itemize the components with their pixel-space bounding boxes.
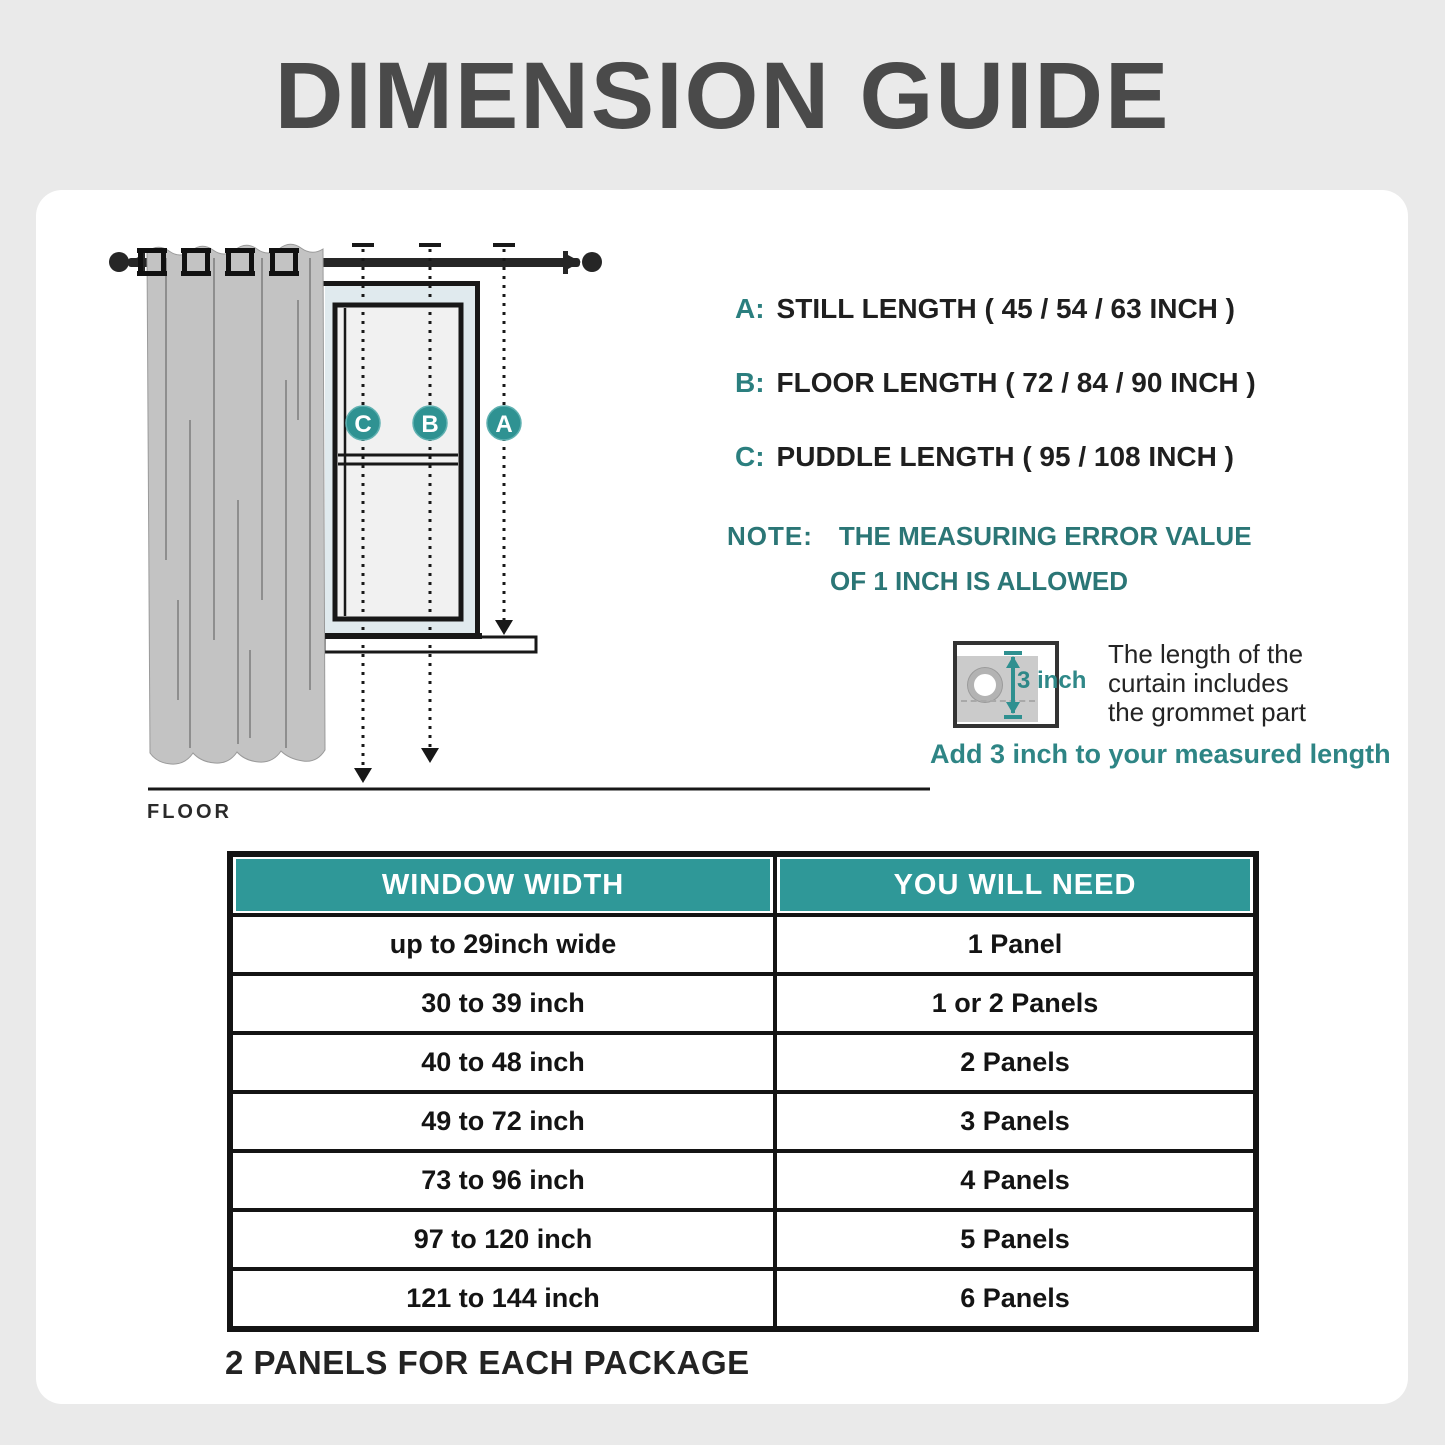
window-width-cell: 40 to 48 inch xyxy=(230,1033,775,1092)
legend-prefix-b: B: xyxy=(735,367,765,398)
table-row xyxy=(230,915,1256,974)
legend-text-a: STILL LENGTH ( 45 / 54 / 63 INCH ) xyxy=(776,293,1236,324)
legend-prefix-c: C: xyxy=(735,441,765,472)
legend-line-a xyxy=(735,293,1235,325)
legend-line-c xyxy=(735,441,1234,473)
grommet-detail-box xyxy=(953,641,1087,728)
marker-letter-b: B xyxy=(421,411,439,438)
legend-line-b xyxy=(735,367,1256,399)
table-row xyxy=(230,1210,1256,1269)
floor-label: FLOOR xyxy=(147,801,232,823)
grommet-description: The length of the curtain includes the grommet part xyxy=(1108,639,1306,727)
table-row xyxy=(230,1033,1256,1092)
legend-text-c: PUDDLE LENGTH ( 95 / 108 INCH ) xyxy=(776,441,1234,472)
panel-size-table xyxy=(227,851,1259,1332)
legend-prefix-a: A: xyxy=(735,293,765,324)
table-row xyxy=(230,974,1256,1033)
table-row xyxy=(230,1151,1256,1210)
window-width-cell: 97 to 120 inch xyxy=(230,1210,775,1269)
grommet-ring-icon xyxy=(968,668,1002,702)
panels-needed-cell: 4 Panels xyxy=(775,1151,1256,1210)
curtain-panel xyxy=(137,244,325,764)
panels-needed-cell: 1 Panel xyxy=(775,915,1256,974)
table-row xyxy=(230,1092,1256,1151)
panels-needed-cell: 2 Panels xyxy=(775,1033,1256,1092)
three-inch-label: 3 inch xyxy=(1017,667,1087,694)
window-width-cell: 121 to 144 inch xyxy=(230,1269,775,1329)
header-window-width: WINDOW WIDTH xyxy=(230,854,775,915)
package-note: 2 PANELS FOR EACH PACKAGE xyxy=(225,1344,750,1381)
header-you-will-need: YOU WILL NEED xyxy=(775,854,1256,915)
panels-needed-cell: 1 or 2 Panels xyxy=(775,974,1256,1033)
window-width-cell: 73 to 96 inch xyxy=(230,1151,775,1210)
note-prefix: NOTE: xyxy=(727,521,813,551)
note-line-1: NOTE: THE MEASURING ERROR VALUE xyxy=(727,521,1252,551)
page-title: DIMENSION GUIDE xyxy=(274,43,1171,149)
table-header-row xyxy=(230,854,1256,915)
legend-text-b: FLOOR LENGTH ( 72 / 84 / 90 INCH ) xyxy=(776,367,1256,398)
window-width-cell: up to 29inch wide xyxy=(230,915,775,974)
marker-letter-c: C xyxy=(354,411,372,438)
marker-letter-a: A xyxy=(495,411,513,438)
window-width-cell: 30 to 39 inch xyxy=(230,974,775,1033)
note-line-2: OF 1 INCH IS ALLOWED xyxy=(830,566,1129,596)
table-row xyxy=(230,1269,1256,1329)
panels-needed-cell: 5 Panels xyxy=(775,1210,1256,1269)
window-width-cell: 49 to 72 inch xyxy=(230,1092,775,1151)
window-sill xyxy=(324,637,536,652)
panels-needed-cell: 6 Panels xyxy=(775,1269,1256,1329)
panels-needed-cell: 3 Panels xyxy=(775,1092,1256,1151)
add-three-inch-tip: Add 3 inch to your measured length xyxy=(930,739,1391,769)
table-body xyxy=(230,915,1256,1329)
